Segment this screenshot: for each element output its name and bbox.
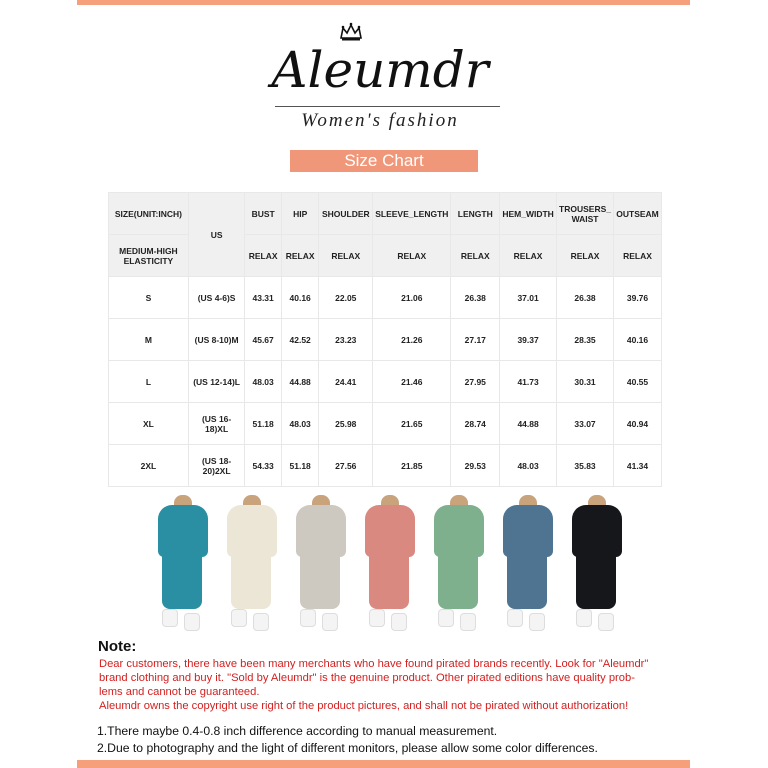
model-sweatshirt bbox=[365, 505, 415, 557]
note-item: 2.Due to photography and the light of different monitors, please allow some color differences. bbox=[97, 741, 598, 755]
measurement-notes bbox=[97, 723, 697, 757]
cell-bust: 51.18 bbox=[245, 403, 282, 445]
table-row bbox=[109, 445, 662, 487]
cell-length: 29.53 bbox=[451, 445, 500, 487]
header-hem-width: HEM_WIDTH bbox=[500, 193, 557, 235]
cell-outseam: 40.94 bbox=[614, 403, 662, 445]
table-row bbox=[109, 403, 662, 445]
cell-sleeve-length: 21.85 bbox=[373, 445, 451, 487]
cell-size: S bbox=[109, 277, 189, 319]
cell-sleeve-length: 21.26 bbox=[373, 319, 451, 361]
note-heading: Note: bbox=[98, 638, 137, 655]
cell-shoulder: 24.41 bbox=[319, 361, 373, 403]
model-sweatshirt bbox=[572, 505, 622, 557]
cell-outseam: 39.76 bbox=[614, 277, 662, 319]
cell-sleeve-length: 21.06 bbox=[373, 277, 451, 319]
cell-hem-width: 44.88 bbox=[500, 403, 557, 445]
sneaker-icon bbox=[231, 609, 247, 627]
notice-line: Aleumdr owns the copyright use right of the product pictures, and shall not be pirated without authorization! bbox=[99, 700, 629, 712]
model-joggers bbox=[438, 553, 478, 609]
product-color-lineup bbox=[150, 493, 630, 635]
sneaker-icon bbox=[507, 609, 523, 627]
cell-bust: 43.31 bbox=[245, 277, 282, 319]
cell-sleeve-length: 21.65 bbox=[373, 403, 451, 445]
model-figure bbox=[495, 493, 561, 635]
cell-shoulder: 22.05 bbox=[319, 277, 373, 319]
cell-bust: 48.03 bbox=[245, 361, 282, 403]
sneaker-icon bbox=[322, 613, 338, 631]
fit-length: RELAX bbox=[451, 235, 500, 277]
model-joggers bbox=[507, 553, 547, 609]
header-length: LENGTH bbox=[451, 193, 500, 235]
fit-outseam: RELAX bbox=[614, 235, 662, 277]
fit-shoulder: RELAX bbox=[319, 235, 373, 277]
cell-outseam: 40.16 bbox=[614, 319, 662, 361]
cell-size: XL bbox=[109, 403, 189, 445]
model-joggers bbox=[576, 553, 616, 609]
cell-us: (US 12-14)L bbox=[188, 361, 245, 403]
model-sweatshirt bbox=[227, 505, 277, 557]
size-chart-banner: Size Chart bbox=[290, 150, 478, 172]
model-figure bbox=[564, 493, 630, 635]
model-sweatshirt bbox=[158, 505, 208, 557]
fit-hip: RELAX bbox=[281, 235, 318, 277]
cell-us: (US 18-20)2XL bbox=[188, 445, 245, 487]
sneaker-icon bbox=[391, 613, 407, 631]
top-accent-bar bbox=[77, 0, 690, 5]
notice-line: Dear customers, there have been many merchants who have found pirated brands recently. Look for "Aleumdr" bbox=[99, 658, 649, 670]
notice-line: brand clothing and buy it. "Sold by Aleumdr" is the genuine product. Other pirated editions have quality prob- bbox=[99, 672, 635, 684]
fit-sleeve-length: RELAX bbox=[373, 235, 451, 277]
cell-us: (US 4-6)S bbox=[188, 277, 245, 319]
sneaker-icon bbox=[460, 613, 476, 631]
cell-bust: 54.33 bbox=[245, 445, 282, 487]
cell-shoulder: 25.98 bbox=[319, 403, 373, 445]
sneaker-icon bbox=[369, 609, 385, 627]
notice-line: lems and cannot be guaranteed. bbox=[99, 686, 260, 698]
header-bust: BUST bbox=[245, 193, 282, 235]
cell-hem-width: 48.03 bbox=[500, 445, 557, 487]
brand-logo bbox=[255, 20, 505, 135]
header-hip: HIP bbox=[281, 193, 318, 235]
model-sweatshirt bbox=[296, 505, 346, 557]
header-sleeve-length: SLEEVE_LENGTH bbox=[373, 193, 451, 235]
header-size-unit: SIZE(UNIT:INCH) bbox=[109, 193, 189, 235]
cell-hip: 44.88 bbox=[281, 361, 318, 403]
cell-bust: 45.67 bbox=[245, 319, 282, 361]
cell-shoulder: 27.56 bbox=[319, 445, 373, 487]
sneaker-icon bbox=[300, 609, 316, 627]
cell-trousers-waist: 30.31 bbox=[557, 361, 614, 403]
cell-length: 27.95 bbox=[451, 361, 500, 403]
model-joggers bbox=[231, 553, 271, 609]
brand-name: Aleumdr bbox=[271, 41, 489, 99]
cell-trousers-waist: 35.83 bbox=[557, 445, 614, 487]
sneaker-icon bbox=[529, 613, 545, 631]
logo-divider bbox=[275, 106, 500, 107]
note-item: 1.There maybe 0.4-0.8 inch difference according to manual measurement. bbox=[97, 724, 498, 738]
header-us: US bbox=[188, 193, 245, 277]
size-chart-table bbox=[108, 192, 662, 487]
cell-size: 2XL bbox=[109, 445, 189, 487]
model-joggers bbox=[369, 553, 409, 609]
model-sweatshirt bbox=[434, 505, 484, 557]
cell-length: 27.17 bbox=[451, 319, 500, 361]
sneaker-icon bbox=[162, 609, 178, 627]
cell-hip: 51.18 bbox=[281, 445, 318, 487]
model-figure bbox=[426, 493, 492, 635]
sneaker-icon bbox=[576, 609, 592, 627]
header-elasticity: MEDIUM-HIGH ELASTICITY bbox=[109, 235, 189, 277]
header-shoulder: SHOULDER bbox=[319, 193, 373, 235]
fit-bust: RELAX bbox=[245, 235, 282, 277]
cell-shoulder: 23.23 bbox=[319, 319, 373, 361]
model-joggers bbox=[300, 553, 340, 609]
header-row-measurements bbox=[109, 193, 662, 235]
cell-trousers-waist: 26.38 bbox=[557, 277, 614, 319]
table-row bbox=[109, 361, 662, 403]
sneaker-icon bbox=[253, 613, 269, 631]
cell-us: (US 16-18)XL bbox=[188, 403, 245, 445]
anti-piracy-notice bbox=[99, 657, 679, 713]
fit-trousers-waist: RELAX bbox=[557, 235, 614, 277]
brand-tagline: Women's fashion bbox=[301, 110, 459, 131]
cell-hem-width: 39.37 bbox=[500, 319, 557, 361]
model-figure bbox=[150, 493, 216, 635]
cell-size: M bbox=[109, 319, 189, 361]
model-sweatshirt bbox=[503, 505, 553, 557]
cell-hip: 40.16 bbox=[281, 277, 318, 319]
cell-us: (US 8-10)M bbox=[188, 319, 245, 361]
cell-outseam: 40.55 bbox=[614, 361, 662, 403]
model-joggers bbox=[162, 553, 202, 609]
table-row bbox=[109, 277, 662, 319]
model-figure bbox=[219, 493, 285, 635]
cell-hem-width: 37.01 bbox=[500, 277, 557, 319]
cell-hem-width: 41.73 bbox=[500, 361, 557, 403]
cell-hip: 42.52 bbox=[281, 319, 318, 361]
cell-size: L bbox=[109, 361, 189, 403]
table-row bbox=[109, 319, 662, 361]
sneaker-icon bbox=[598, 613, 614, 631]
sneaker-icon bbox=[438, 609, 454, 627]
cell-sleeve-length: 21.46 bbox=[373, 361, 451, 403]
model-figure bbox=[288, 493, 354, 635]
cell-length: 28.74 bbox=[451, 403, 500, 445]
model-figure bbox=[357, 493, 423, 635]
header-outseam: OUTSEAM bbox=[614, 193, 662, 235]
cell-outseam: 41.34 bbox=[614, 445, 662, 487]
bottom-accent-bar bbox=[77, 760, 690, 768]
cell-trousers-waist: 28.35 bbox=[557, 319, 614, 361]
cell-length: 26.38 bbox=[451, 277, 500, 319]
header-trousers-waist: TROUSERS_ WAIST bbox=[557, 193, 614, 235]
cell-hip: 48.03 bbox=[281, 403, 318, 445]
cell-trousers-waist: 33.07 bbox=[557, 403, 614, 445]
sneaker-icon bbox=[184, 613, 200, 631]
fit-hem-width: RELAX bbox=[500, 235, 557, 277]
